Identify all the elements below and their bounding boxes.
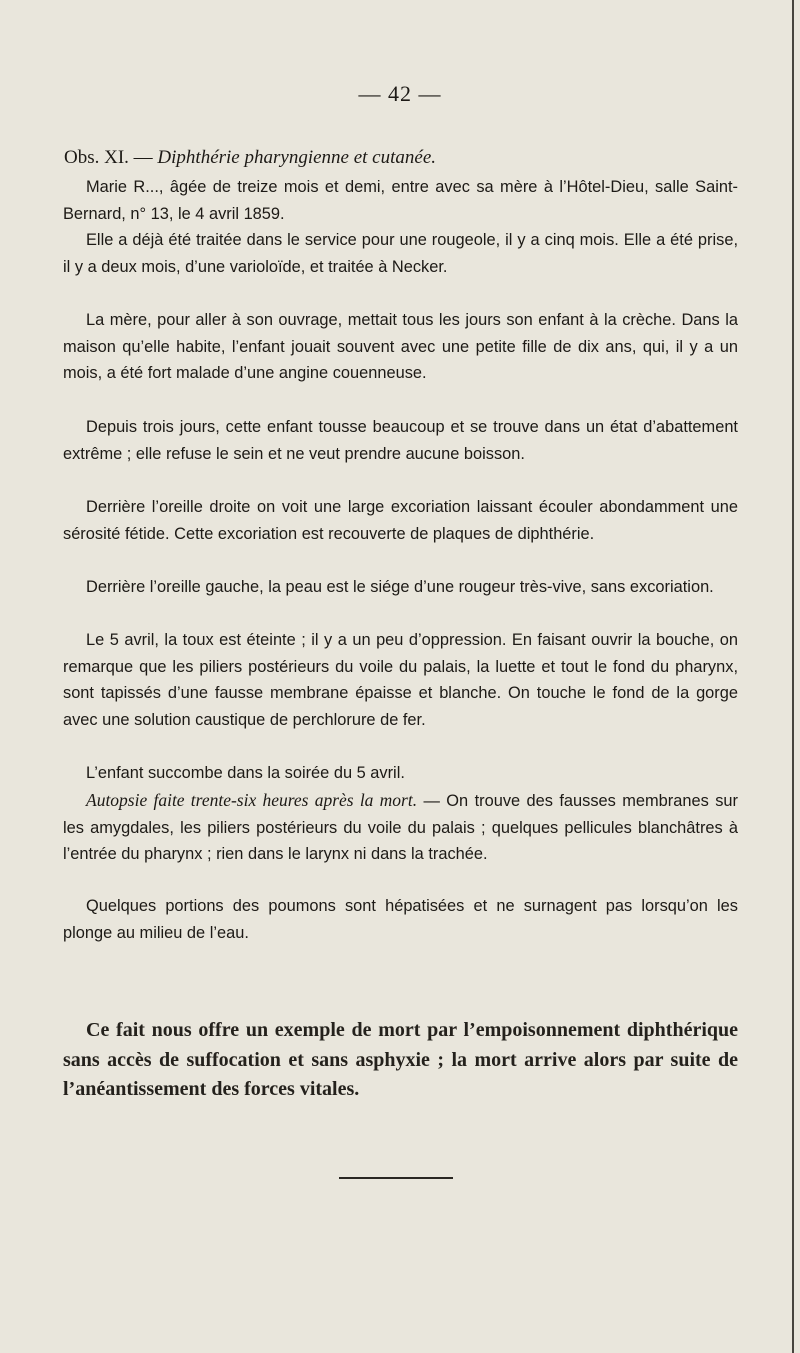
page-edge-line bbox=[792, 0, 794, 1353]
page-number: — 42 — bbox=[358, 81, 442, 106]
paragraph-history: Elle a déjà été traitée dans le service pour une rougeole, il y a cinq mois. Elle a été prise, il y a deux mois, d’une varioloïde, et traitée à Necker. bbox=[63, 231, 738, 276]
paragraph-symptoms: Depuis trois jours, cette enfant tousse beaucoup et se trouve dans un état d’abattement extrême ; elle refuse le sein et ne veut prendre aucune boisson. bbox=[63, 418, 738, 463]
paragraph-admission: Marie R..., âgée de treize mois et demi, entre avec sa mère à l’Hôtel-Dieu, salle Saint-Bernard, n° 13, le 4 avril 1859. bbox=[63, 178, 738, 223]
conclusion-paragraph: Ce fait nous offre un exemple de mort par l’empoisonnement diphthérique sans accès de suffocation et sans asphyxie ; la mort arrive alors par suite de l’anéantissement des forces vitales. bbox=[63, 1019, 738, 1101]
autopsy-text: — On trouve des fausses membranes sur les amygdales, les piliers postérieurs du voile du palais ; quelques pellicules blanchâtres à l’entrée du pharynx ; rien dans le larynx ni dans la trachée. bbox=[63, 792, 738, 864]
paragraph-autopsy bbox=[63, 787, 738, 868]
observation-number: Obs. XI. — bbox=[64, 147, 158, 168]
observation-heading bbox=[64, 147, 764, 169]
end-rule bbox=[339, 1177, 453, 1179]
paragraph-april-5: Le 5 avril, la toux est éteinte ; il y a un peu d’oppression. En faisant ouvrir la bouche, on remarque que les piliers postérieurs du voile du palais, la luette et tout le fond du pharynx, sont tapissés d’une fausse membrane épaisse et blanche. On touche le fond de la gorge avec une solution caustique de perchlorure de fer. bbox=[63, 631, 738, 730]
paragraph-contagion: La mère, pour aller à son ouvrage, mettait tous les jours son enfant à la crèche. Dans la maison qu’elle habite, l’enfant jouait souvent avec une petite fille de dix ans, qui, il y a un mois, a été fort malade d’une angine couenneuse. bbox=[63, 311, 738, 383]
paragraph-left-ear: Derrière l’oreille gauche, la peau est le siége d’une rougeur très-vive, sans excoriation. bbox=[86, 578, 714, 596]
observation-title: Diphthérie pharyngienne et cutanée. bbox=[157, 147, 437, 168]
paragraph-lungs: Quelques portions des poumons sont hépatisées et ne surnagent pas lorsqu’on les plonge au milieu de l’eau. bbox=[63, 897, 738, 942]
paragraph-death: L’enfant succombe dans la soirée du 5 avril. bbox=[86, 764, 405, 782]
paragraph-right-ear: Derrière l’oreille droite on voit une large excoriation laissant écouler abondamment une sérosité fétide. Cette excoriation est recouverte de plaques de diphthérie. bbox=[63, 498, 738, 543]
autopsy-title: Autopsie faite trente-six heures après la mort. bbox=[86, 790, 418, 810]
